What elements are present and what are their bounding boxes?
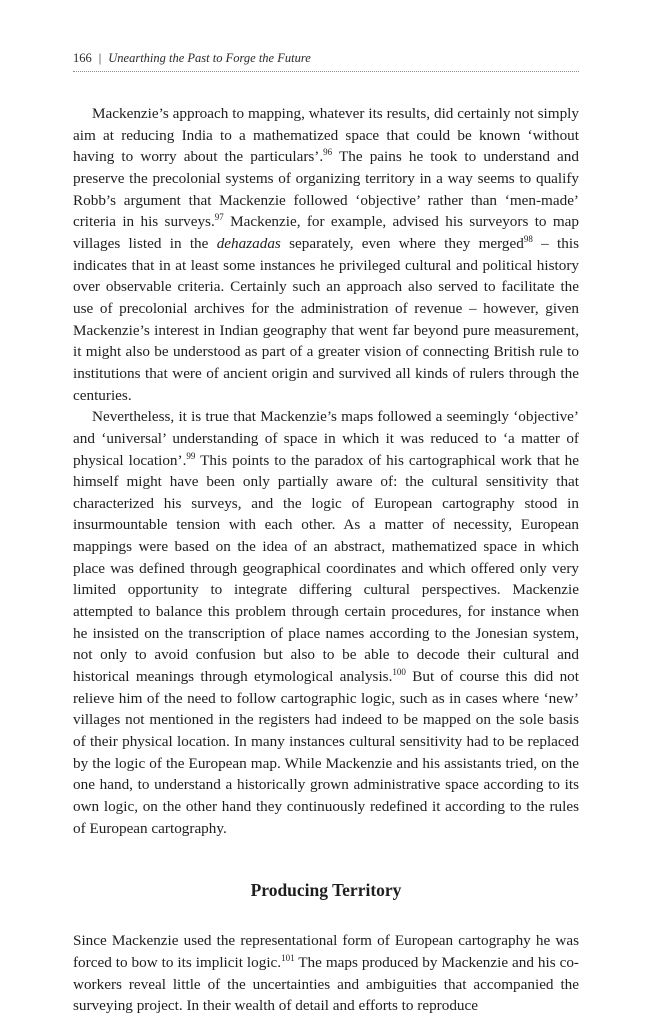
text-run: The pains he took to understand and preserve the precolonial systems of organizing territory in a way seems to qualify Robb’s argument that Mackenzie followed ‘objective’ rather than ‘men-made’ criteria in his surveys. [73, 148, 579, 231]
footnote-ref: 96 [323, 147, 333, 158]
book-title: Unearthing the Past to Forge the Future [108, 51, 311, 65]
italic-term: dehazadas [216, 234, 281, 252]
footnote-ref: 101 [281, 952, 295, 963]
text-run: But of course this did not relieve him of the need to follow cartographic logic, such as in cases where ‘new’ villages not mentioned in the registers had indeed to be mapped on the sole basis of their physical location. In many instances cultural sensitivity had to be replaced by the logic of the European map. While Mackenzie and his assistants tried, on the one hand, to understand a historically grown administrative space according to its own logic, on the other hand they continuously redefined it according to the rules of European cartography. [73, 668, 579, 837]
paragraph [73, 930, 579, 1017]
running-head [73, 50, 579, 66]
text-run: Mackenzie, for example, advised his surveyors to map villages listed in the [73, 213, 579, 252]
text-run: The maps produced by Mackenzie and his co-workers reveal little of the uncertainties and ambiguities that accompanied the surveying project. In their wealth of detail and efforts to reproduce [73, 953, 579, 1015]
footnote-ref: 97 [214, 212, 224, 223]
page-number: 166 [73, 51, 92, 65]
header-rule [73, 71, 579, 72]
page-body [73, 103, 579, 1017]
section-heading: Producing Territory [250, 880, 402, 901]
text-run: separately, even where they merged [280, 234, 524, 252]
text-run: This points to the paradox of his cartographical work that he himself might have been only partially aware of: the cultural sensitivity that characterized his surveys, and the logic of European cartography stood in insurmountable tension with each other. As a matter of necessity, European mappings were based on the idea of an abstract, mathematized space in which place was defined through geographical coordinates and which offered only very limited opportunity to integrate differing cultural perspectives. Mackenzie attempted to balance this problem through certain procedures, for instance when he insisted on the transcription of place names according to the Jonesian system, not only to avoid confusion but also to be able to decode their cultural and historical meanings through etymological analysis. [73, 451, 579, 686]
footnote-ref: 100 [392, 667, 406, 678]
text-run: Nevertheless, it is true that Mackenzie’s maps followed a seemingly ‘objective’ and ‘universal’ understanding of space in which it was reduced to ‘a matter of physical location’. [73, 408, 579, 469]
paragraph [73, 103, 579, 406]
text-run: Mackenzie’s approach to mapping, whatever its results, did certainly not simply aim at reducing India to a mathematized space that could be known ‘without having to worry about the particulars’. [73, 105, 579, 166]
text-run: Since Mackenzie used the representational form of European cartography he was forced to bow to its implicit logic. [73, 932, 579, 971]
header-separator: | [98, 51, 102, 65]
paragraph [73, 406, 579, 839]
footnote-ref: 98 [523, 233, 533, 244]
text-run: – this indicates that in at least some instances he privileged cultural and political history over observable criteria. Certainly such an approach also served to facilitate the use of precolonial archives for the administration of revenue – however, given Mackenzie’s interest in Indian geography that went far beyond pure measurement, it might also be understood as part of a greater vision of connecting British rule to institutions that were of ancient origin and survived all kinds of rulers through the centuries. [73, 234, 579, 404]
footnote-ref: 99 [186, 450, 196, 461]
